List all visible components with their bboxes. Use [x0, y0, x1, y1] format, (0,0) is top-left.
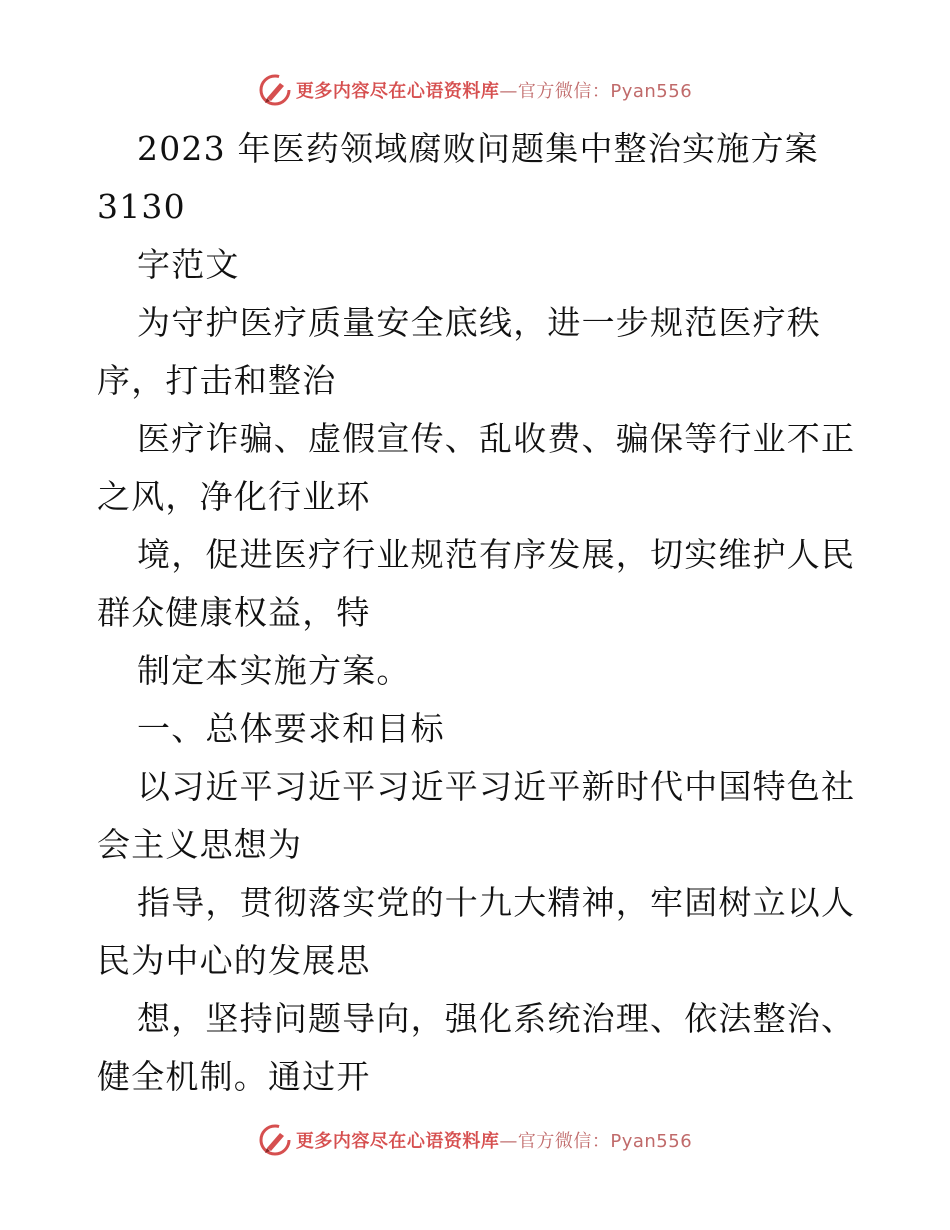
document-body: [97, 120, 857, 1106]
text-line: 医疗诈骗、虚假宣传、乱收费、骗保等行业不正: [137, 419, 856, 458]
watermark-main-text: 更多内容尽在心语资料库: [295, 1131, 500, 1152]
text-line: 2023 年医药领域腐败问题集中整治实施方案: [137, 129, 819, 168]
text-line: 指导，贯彻落实党的十九大精神，牢固树立以人: [137, 883, 856, 922]
watermark-dash: —: [499, 1131, 518, 1152]
watermark-wechat-label: 官方微信：: [517, 81, 611, 102]
text-line: 序，打击和整治: [97, 361, 337, 400]
text-line: 民为中心的发展思: [97, 941, 371, 980]
text-line: 3130: [97, 187, 186, 226]
watermark-wechat-label: 官方微信：: [517, 1131, 611, 1152]
text-line: 想，坚持问题导向，强化系统治理、依法整治、: [137, 999, 856, 1038]
text-line: 之风，净化行业环: [97, 477, 371, 516]
text-line: 一、总体要求和目标: [137, 709, 445, 748]
watermark-wechat-id: Pyan556: [610, 81, 693, 102]
text-line: 以习近平习近平习近平习近平新时代中国特色社: [137, 767, 856, 806]
text-line: 境，促进医疗行业规范有序发展，切实维护人民: [137, 535, 856, 574]
text-line: 制定本实施方案。: [137, 651, 411, 690]
text-line: 为守护医疗质量安全底线，进一步规范医疗秩: [137, 303, 821, 342]
text-line: 会主义思想为: [97, 825, 303, 864]
footer-watermark: [0, 1120, 950, 1160]
watermark-wechat-id: Pyan556: [610, 1131, 693, 1152]
pen-logo-icon: [258, 73, 292, 107]
text-line: 字范文: [137, 245, 240, 284]
text-line: 群众健康权益，特: [97, 593, 371, 632]
watermark-dash: —: [499, 81, 518, 102]
header-watermark: [0, 70, 950, 110]
text-line: 健全机制。通过开: [97, 1057, 371, 1096]
watermark-main-text: 更多内容尽在心语资料库: [295, 81, 500, 102]
pen-logo-icon: [258, 1123, 292, 1157]
